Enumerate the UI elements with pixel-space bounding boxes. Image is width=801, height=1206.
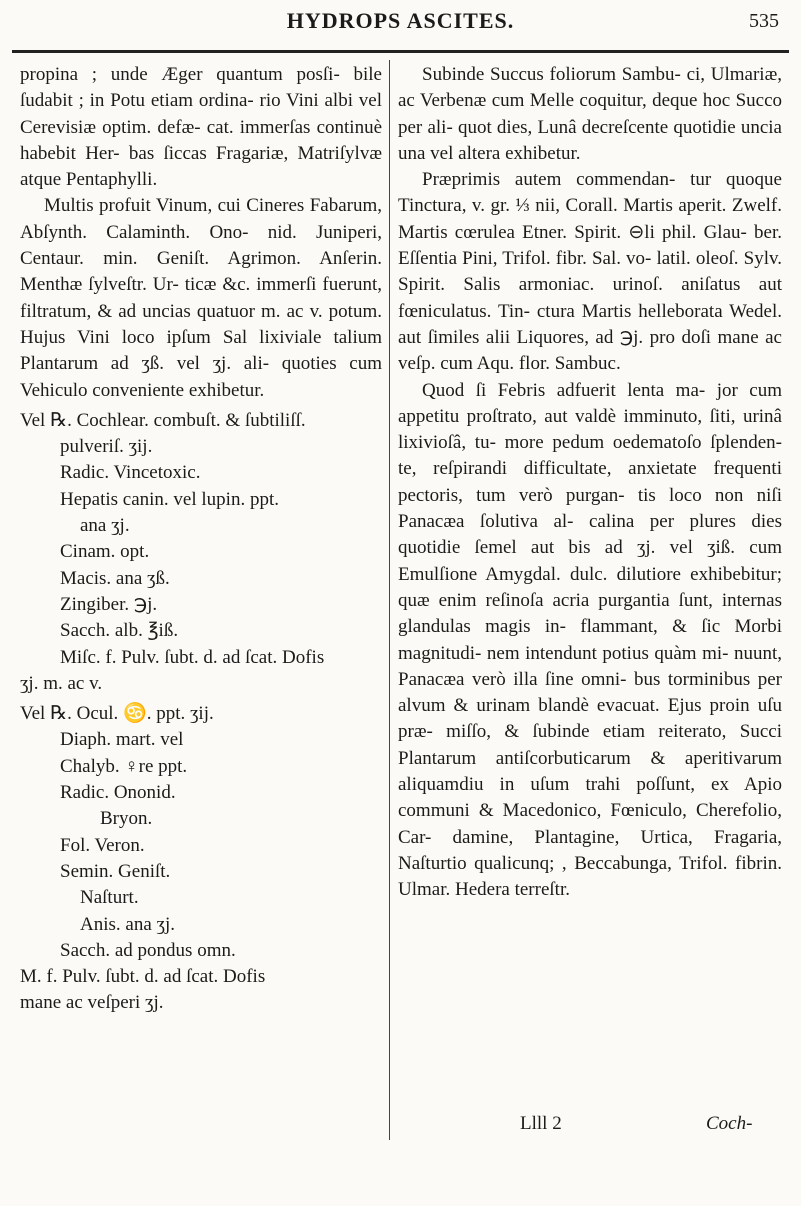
- recipe-line: Sacch. ad pondus omn.: [60, 939, 236, 961]
- recipe-line: Vel ℞. Ocul. ♋. ppt. ʒij.: [20, 703, 214, 725]
- header-rule: [12, 50, 789, 53]
- recipe-line: Fol. Veron.: [60, 834, 145, 856]
- recipe-1: [20, 408, 382, 697]
- catchword: Coch-: [706, 1113, 753, 1134]
- right-paragraph-3: Quod ſi Febris adfuerit lenta ma- jor cum appetitu proſtrato, aut valdè imminuto, ſiti, urinâ lixivioſâ, tu- more pedum oedematoſo ſplenden- te, reſpirandi difficultate, anxietate frequenti pectoris, tum verò purgan- tis loco non niſi Panacæa ſolutiva al- calina per plures dies quotidie ſemel aut bis ad ʒj. vel ʒiß. cum Emulſione Amygdal. dulc. dilutiore exhibebitur; quæ enim reſinoſa acria purgantia ſunt, internas glandulas magis in- flammant, & ſic Morbi magnitudi- nem intendunt potius quàm mi- nuunt, Panacæa verò illa ſine omni- bus torminibus per alvum & urinam blandè evacuat. Ejus proin uſu præ- miſſo, & ſubinde etiam reiterato, Succi Plantarum antiſcorbuticarum & aperitivarum aliquamdiu in uſum trahi poſſunt, ex Apio communi & Macedonico, Fœniculo, Cherefolio, Car- damine, Plantagine, Urtica, Fragaria, Naſturtio qualicunq; , Beccabunga, Trifol. fibrin. Ulmar. Hedera terreſtr.: [398, 379, 782, 901]
- recipe-line: M. f. Pulv. ſubt. d. ad ſcat. Dofis: [20, 966, 266, 988]
- recipe-line: Zingiber. ℈j.: [60, 593, 158, 615]
- recipe-line: Hepatis canin. vel lupin. ppt.: [60, 488, 279, 510]
- left-paragraph-1: propina ; unde Æger quantum posſi- bile ſudabit ; in Potu etiam ordina- rio Vini albi vel Cerevisiæ optim. defæ- cat. immerſas continuè habebit Her- bas ſiccas Fragariæ, Matriſylvæ atque Pentaphylli.: [20, 64, 382, 191]
- signature-mark: Llll 2: [520, 1113, 562, 1134]
- right-paragraph-2: Præprimis autem commendan- tur quoque Tinctura, v. gr. ⅓ nii, Corall. Martis aperit. Zwelf. Martis cœrulea Etner. Spirit. ⊖li phil. Glau- ber. Eſſentia Pini, Trifol. fibr. Sal. vo- latil. oleoſ. Sylv. Spirit. Salis armoniac. urinoſ. aniſatus aut fœniculatus. Tin- ctura Martis helleborata Wedel. aut ſimiles alii Liquores, ad ℈j. pro doſi mane ac veſp. cum Aqu. flor. Sambuc.: [398, 169, 782, 375]
- recipe-line: Semin. Geniſt.: [60, 860, 171, 882]
- recipe-2: [20, 701, 382, 1017]
- left-column: [20, 62, 382, 1017]
- recipe-line: Chalyb. ♀re ppt.: [60, 755, 188, 777]
- recipe-line: ʒj. m. ac v.: [20, 672, 103, 694]
- recipe-line: Bryon.: [100, 808, 153, 830]
- running-title: HYDROPS ASCITES.: [286, 8, 515, 33]
- recipe-line: Macis. ana ʒß.: [60, 567, 170, 589]
- left-paragraph-2: Multis profuit Vinum, cui Cineres Fabarum, Abſynth. Calaminth. Ono- nid. Juniperi, Centaur. min. Geniſt. Agrimon. Anſerin. Menthæ ſylveſtr. Ur- ticæ &c. immerſi fuerunt, filtratum, & ad uncias quatuor m. ac v. potum. Hujus Vini loco ipſum Sal lixiviale talium Plantarum ad ʒß. vel ʒj. ali- quoties cum Vehiculo conveniente exhibetur.: [20, 195, 382, 401]
- page-number: 535: [749, 10, 779, 32]
- column-divider: [389, 60, 390, 1140]
- recipe-line: Miſc. f. Pulv. ſubt. d. ad ſcat. Dofis: [60, 646, 325, 668]
- recipe-line: pulveriſ. ʒij.: [60, 436, 153, 458]
- right-column: [398, 62, 782, 904]
- recipe-line: ana ʒj.: [80, 515, 130, 537]
- recipe-line: Radic. Vincetoxic.: [60, 462, 201, 484]
- recipe-line: Vel ℞. Cochlear. combuſt. & ſubtiliſſ.: [20, 409, 306, 431]
- recipe-line: Naſturt.: [80, 887, 139, 909]
- recipe-line: Cinam. opt.: [60, 541, 150, 563]
- recipe-line: Sacch. alb. ℥iß.: [60, 620, 179, 642]
- recipe-line: mane ac veſperi ʒj.: [20, 992, 164, 1014]
- recipe-line: Anis. ana ʒj.: [80, 913, 175, 935]
- recipe-line: Diaph. mart. vel: [60, 729, 184, 751]
- right-paragraph-1: Subinde Succus foliorum Sambu- ci, Ulmariæ, ac Verbenæ cum Melle coquitur, deque hoc Succo per ali- quot dies, Lunâ decreſcente quotidie uncia una vel altera exhibetur.: [398, 64, 782, 164]
- page-header: [0, 8, 801, 48]
- recipe-line: Radic. Ononid.: [60, 782, 176, 804]
